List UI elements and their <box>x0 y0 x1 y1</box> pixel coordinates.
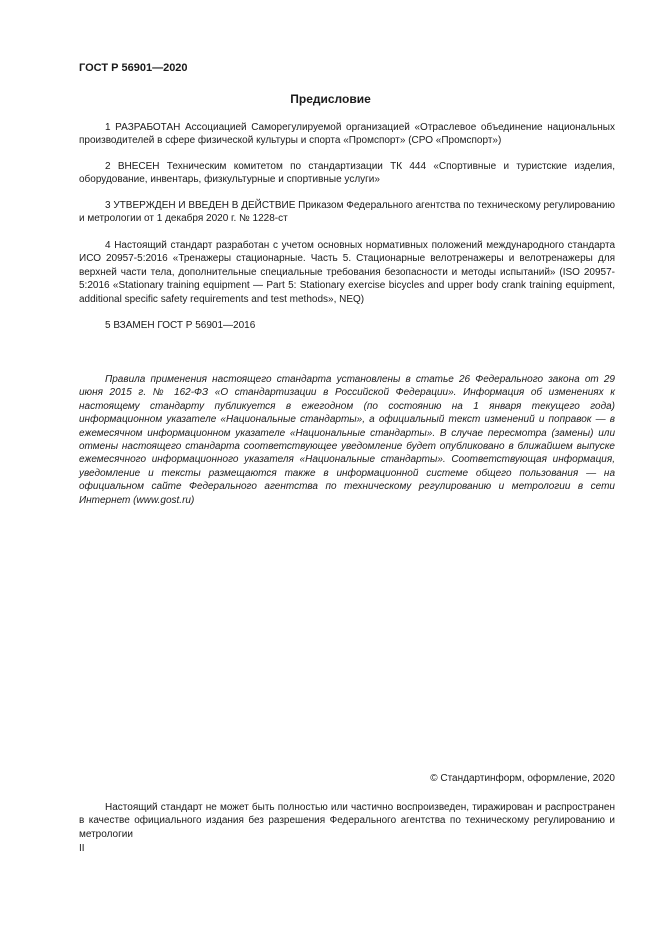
foreword-item-5: 5 ВЗАМЕН ГОСТ Р 56901—2016 <box>105 320 256 331</box>
copyright-line: © Стандартинформ, оформление, 2020 <box>430 773 615 784</box>
foreword-item-1: 1 РАЗРАБОТАН Ассоциацией Саморегулируемой организацией «Отраслевое объединение национальных производителей в сфере физической культуры и спорта «Промспорт» (СРО «Промспорт») <box>79 122 615 147</box>
foreword-item-4: 4 Настоящий стандарт разработан с учетом основных нормативных положений международного стандарта ИСО 20957-5:2016 «Тренажеры стационарные. Часть 5. Стационарные велотренажеры и велотренажеры для верхней части тела, дополнительные специальные требования безопасности и методы испытаний» (ISO 20957-5:2016 «Stationary training equipment — Part 5: Stationary exercise bicycles and upper body crank training equipment, additional specific safety requirements and test methods», NEQ) <box>79 240 615 305</box>
reproduction-notice: Настоящий стандарт не может быть полностью или частично воспроизведен, тиражирован и распространен в качестве официального издания без разрешения Федерального агентства по техническому регулированию и метрологии <box>79 802 615 840</box>
application-rules-notice: Правила применения настоящего стандарта установлены в статье 26 Федерального закона от 29 июня 2015 г. № 162-ФЗ «О стандартизации в Российской Федерации». Информация об изменениях к настоящему стандарту публикуется в ежегодном (по состоянию на 1 января текущего года) информационном указателе «Национальные стандарты», а официальный текст изменений и поправок — в ежемесячном информационном указателе «Национальные стандарты». В случае пересмотра (замены) или отмены настоящего стандарта соответствующее уведомление будет опубликовано в ближайшем выпуске ежемесячного информационного указателя «Национальные стандарты». Соответствующая информация, уведомление и тексты размещаются также в информационной системе общего пользования — на официальном сайте Федерального агентства по техническому регулированию и метрологии в сети Интернет (www.gost.ru) <box>79 374 615 506</box>
page-title: Предисловие <box>290 92 371 106</box>
document-code-header: ГОСТ Р 56901—2020 <box>79 62 188 74</box>
foreword-item-2: 2 ВНЕСЕН Техническим комитетом по стандартизации ТК 444 «Спортивные и туристские изделия, оборудование, инвентарь, физкультурные и спортивные услуги» <box>79 161 615 186</box>
page-number: II <box>79 843 85 854</box>
foreword-item-3: 3 УТВЕРЖДЕН И ВВЕДЕН В ДЕЙСТВИЕ Приказом Федерального агентства по техническому регулированию и метрологии от 1 декабря 2020 г. № 1228-ст <box>79 200 615 225</box>
